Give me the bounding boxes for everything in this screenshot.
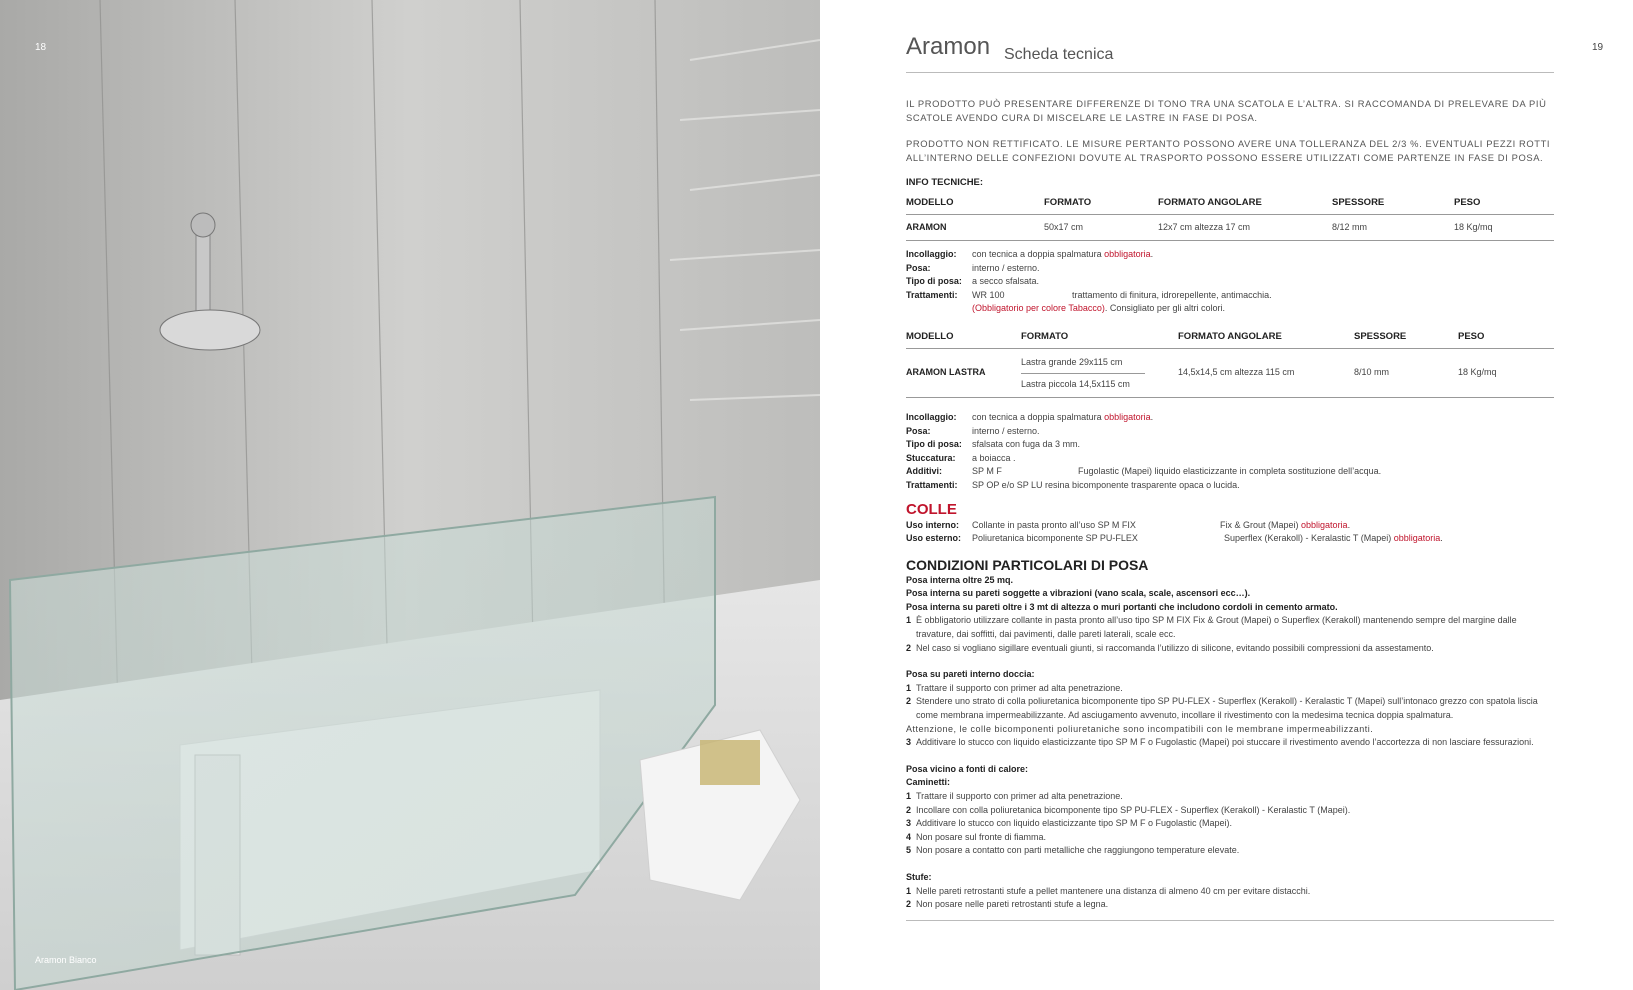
- spec-label: Additivi:: [906, 466, 942, 477]
- col-spessore: SPESSORE: [1354, 326, 1458, 349]
- spec-value: trattamento di finitura, idrorepellente, antimacchia.: [1072, 289, 1272, 300]
- list-item: È obbligatorio utilizzare collante in pasta pronto all’uso tipo SP M FIX Fix & Grout (Mapei) o Superflex (Kerakoll) mantenendo sempre del margine dalle travature, dai soffitti, dai pavimenti, dalle pareti laterali, scale ecc.: [916, 615, 1517, 640]
- spec-label: Tipo di posa:: [906, 439, 962, 450]
- colle-red: obbligatoria: [1393, 533, 1441, 544]
- list-number: 2: [906, 899, 912, 910]
- cell-peso: 18 Kg/mq: [1458, 348, 1554, 397]
- spec-value: con tecnica a doppia spalmatura: [972, 411, 1105, 422]
- spec-value: Fugolastic (Mapei) liquido elasticizzante in completa sostituzione dell’acqua.: [1078, 466, 1382, 477]
- title-row: [906, 33, 1554, 73]
- page-title: Aramon: [906, 33, 991, 60]
- condizioni-heading: CONDIZIONI PARTICOLARI DI POSA: [906, 556, 1149, 573]
- page-subtitle: Scheda tecnica: [1004, 46, 1114, 63]
- spec-code: SP M F: [972, 466, 1002, 477]
- spec-value: a boiacca .: [972, 452, 1016, 463]
- cell-angolare: 12x7 cm altezza 17 cm: [1158, 214, 1332, 240]
- list-number: 2: [906, 642, 912, 653]
- cell-formato-piccola: Lastra piccola 14,5x115 cm: [1021, 379, 1130, 390]
- list-item: Non posare nelle pareti retrostanti stufe a legna.: [916, 899, 1109, 910]
- list-number: 2: [906, 696, 912, 707]
- list-item: Non posare sul fronte di fiamma.: [916, 831, 1047, 842]
- spec-value: SP OP e/o SP LU resina bicomponente trasparente opaca o lucida.: [972, 479, 1240, 490]
- spec-table-aramon: [906, 192, 1554, 241]
- list-number: 2: [906, 804, 912, 815]
- cell-angolare: 14,5x14,5 cm altezza 115 cm: [1178, 348, 1354, 397]
- list-item: Stendere uno strato di colla poliuretanica bicomponente tipo SP PU-FLEX - Superflex (Kerakoll) - Keralastic T (Mapei) sull’intonaco grezzo con spatola liscia come membrana impermeabilizzante. Ad asciugamento avvenuto, incollare il rivestimento con la medesima tecnica doppia spalmatura.: [916, 696, 1538, 721]
- cell-formato-grande: Lastra grande 29x115 cm: [1021, 350, 1145, 375]
- spec-red: (Obbligatorio per colore Tabacco): [972, 303, 1105, 314]
- cell-spessore: 8/10 mm: [1354, 348, 1458, 397]
- spec-value: sfalsata con fuga da 3 mm.: [972, 439, 1081, 450]
- list-item: Trattare il supporto con primer ad alta penetrazione.: [916, 791, 1123, 801]
- spec-label: Trattamenti:: [906, 479, 958, 490]
- table-row: [906, 214, 1554, 240]
- sub-heading: Caminetti:: [906, 777, 951, 788]
- spec-value: . Consigliato per gli altri colori.: [1104, 303, 1225, 314]
- col-formato-angolare: FORMATO ANGOLARE: [1178, 326, 1354, 349]
- list-item: Additivare lo stucco con liquido elasticizzante tipo SP M F o Fugolastic (Mapei).: [916, 818, 1232, 829]
- spec-code: WR 100: [972, 289, 1005, 300]
- list-number: 1: [906, 791, 912, 801]
- notice-tone-difference: IL PRODOTTO PUÒ PRESENTARE DIFFERENZE DI TONO TRA UNA SCATOLA E L’ALTRA. SI RACCOMANDA DI PRELEVARE DA PIÙ SCATOLE AVENDO CURA DI MISCELARE LE LASTRE IN FASE DI POSA.: [906, 98, 1547, 123]
- list-number: 1: [906, 885, 912, 896]
- technical-sheet: [906, 33, 1554, 921]
- bold-line: Posa interna su pareti soggette a vibrazioni (vano scala, scale, ascensori ecc…).: [906, 588, 1251, 599]
- col-formato-angolare: FORMATO ANGOLARE: [1158, 192, 1332, 215]
- spec-red: obbligatoria: [1104, 248, 1151, 259]
- spec-label: Stuccatura:: [906, 452, 956, 463]
- colle-brand: Superflex (Kerakoll) - Keralastic T (Mapei): [1224, 533, 1394, 544]
- spec-label: Tipo di posa:: [906, 276, 962, 287]
- list-item: Nelle pareti retrostanti stufe a pellet mantenere una distanza di almeno 40 cm per evitare distacchi.: [916, 885, 1311, 896]
- col-modello: MODELLO: [906, 326, 1021, 349]
- list-number: 3: [906, 818, 912, 829]
- attention-note: Attenzione, le colle bicomponenti poliuretaniche sono incompatibili con le membrane impermeabilizzanti.: [906, 723, 1374, 734]
- colle-label: Uso esterno:: [906, 533, 962, 544]
- col-modello: MODELLO: [906, 192, 1044, 215]
- page-number-left: 18: [35, 42, 47, 53]
- bottom-divider: [906, 920, 1554, 921]
- cell-peso: 18 Kg/mq: [1454, 214, 1554, 240]
- colle-heading: COLLE: [906, 500, 957, 518]
- colle-value: Poliuretanica bicomponente SP PU-FLEX: [972, 533, 1138, 544]
- col-spessore: SPESSORE: [1332, 192, 1454, 215]
- notice-not-rectified: PRODOTTO NON RETTIFICATO. LE MISURE PERTANTO POSSONO AVERE UNA TOLLERANZA DEL 2/3 %. EVENTUALI PEZZI ROTTI ALL’INTERNO DELLE CONFEZIONI DOVUTE AL TRASPORTO POSSONO ESSERE UTILIZZATI COME PARTENZE IN FASE DI POSA.: [906, 138, 1551, 163]
- list-number: 5: [906, 845, 912, 856]
- spec-label: Posa:: [906, 425, 931, 436]
- spec-value: interno / esterno.: [972, 262, 1040, 273]
- list-number: 4: [906, 831, 912, 842]
- bold-line: Posa interna su pareti oltre i 3 mt di altezza o muri portanti che includono cordoli in cemento armato.: [906, 601, 1338, 612]
- colle-red: obbligatoria: [1301, 519, 1348, 530]
- list-item: Trattare il supporto con primer ad alta penetrazione.: [916, 682, 1123, 693]
- spec-value: interno / esterno.: [972, 425, 1040, 436]
- col-peso: PESO: [1458, 326, 1554, 349]
- list-number: 3: [906, 737, 912, 748]
- list-item: Incollare con colla poliuretanica bicomponente tipo SP PU-FLEX - Superflex (Kerakoll) - Keralastic T (Mapei).: [916, 804, 1351, 815]
- condizioni-section: [906, 574, 1554, 912]
- photo-caption: Aramon Bianco: [35, 955, 97, 965]
- spec-label: Trattamenti:: [906, 289, 958, 300]
- list-number: 1: [906, 615, 912, 626]
- page-number-right: 19: [1592, 42, 1604, 53]
- spec-value: con tecnica a doppia spalmatura: [972, 248, 1105, 259]
- spec-label: Incollaggio:: [906, 248, 957, 259]
- list-item: Nel caso si vogliano sigillare eventuali giunti, si raccomanda l’utilizzo di silicone, evitando possibili compressioni da assestamento.: [916, 642, 1434, 653]
- bold-line: Posa interna oltre 25 mq.: [906, 574, 1014, 585]
- sub-heading: Posa vicino a fonti di calore:: [906, 763, 1029, 774]
- spec-table-aramon-lastra: [906, 326, 1554, 398]
- list-item: Non posare a contatto con parti metalliche che raggiungono temperature elevate.: [916, 845, 1240, 856]
- table-row: [906, 348, 1554, 397]
- colle-brand: Fix & Grout (Mapei): [1220, 519, 1302, 530]
- col-peso: PESO: [1454, 192, 1554, 215]
- specs-aramon: Incollaggio: con tecnica a doppia spalmatura obbligatoria. Posa: interno / esterno. Tipo di posa: a secco sfalsata. Trattamenti: WR 100 trattamento di finitura, idrorepellente, antimacchia. (Obbligatorio per colore Tabacco). Consigliato per gli altri colori.: [906, 248, 1554, 316]
- list-item: Additivare lo stucco con liquido elasticizzante tipo SP M F o Fugolastic (Mapei) poi stuccare il rivestimento avendo l’accortezza di non lasciare fessurazioni.: [916, 737, 1534, 748]
- sub-heading: Posa su pareti interno doccia:: [906, 669, 1035, 680]
- cell-formato: 50x17 cm: [1044, 214, 1158, 240]
- list-number: 1: [906, 682, 912, 693]
- col-formato: FORMATO: [1021, 326, 1178, 349]
- sub-heading: Stufe:: [906, 871, 932, 882]
- colle-section: Uso interno: Collante in pasta pronto all’uso SP M FIX Fix & Grout (Mapei) obbligatoria. Uso esterno: Poliuretanica bicomponente SP PU-FLEX Superflex (Kerakoll) - Keralastic T (Mapei) obbligatoria.: [906, 519, 1554, 546]
- colle-value: Collante in pasta pronto all’uso SP M FIX: [972, 519, 1136, 530]
- spec-label: Incollaggio:: [906, 411, 957, 422]
- spec-value: a secco sfalsata.: [972, 276, 1040, 287]
- specs-aramon-lastra: Incollaggio: con tecnica a doppia spalmatura obbligatoria. Posa: interno / esterno. Tipo di posa: sfalsata con fuga da 3 mm. Stuccatura: a boiacca . Additivi: SP M F Fugolastic (Mapei) liquido elasticizzante in completa sostituzione dell’acqua. Trattamenti: SP OP e/o SP LU resina bicomponente trasparente opaca o lucida.: [906, 411, 1554, 493]
- cell-spessore: 8/12 mm: [1332, 214, 1454, 240]
- colle-label: Uso interno:: [906, 519, 959, 530]
- spec-red: obbligatoria: [1104, 411, 1151, 422]
- col-formato: FORMATO: [1044, 192, 1158, 215]
- cell-model: ARAMON: [906, 214, 1044, 240]
- spec-label: Posa:: [906, 262, 931, 273]
- info-heading: INFO TECNICHE:: [906, 177, 984, 189]
- cell-model: ARAMON LASTRA: [906, 348, 1021, 397]
